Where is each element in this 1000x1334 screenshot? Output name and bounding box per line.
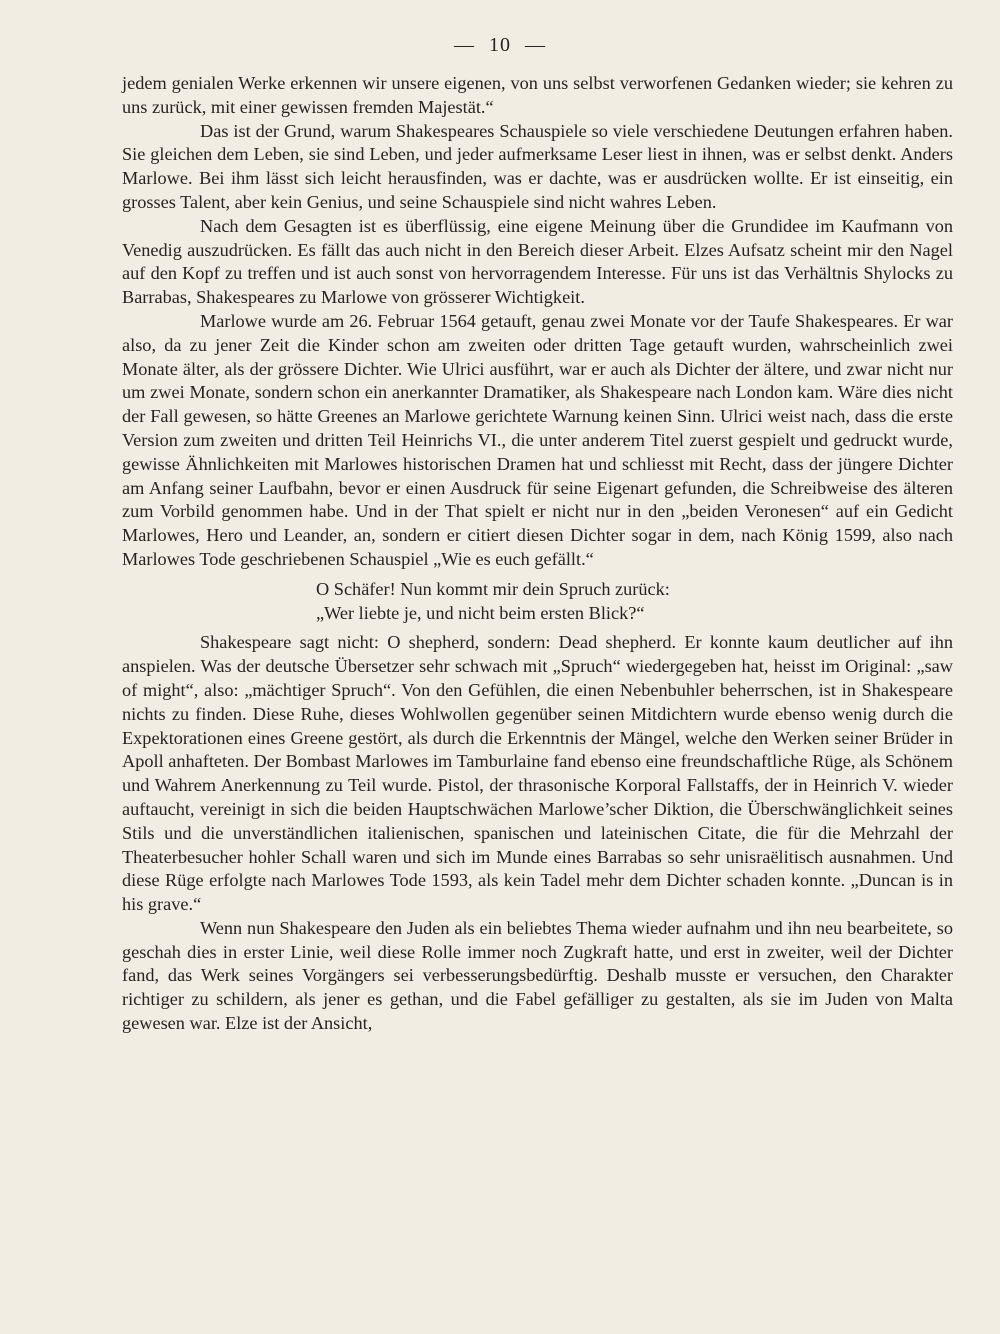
paragraph: Nach dem Gesagten ist es überflüssig, eine eigene Meinung über die Grundidee im Kaufmann von Venedig auszudrücken. Es fällt das auch nicht in den Bereich dieser Arbeit. Elzes Aufsatz scheint mir den Nagel auf den Kopf zu treffen und ist auch sonst von hervorragendem Interesse. Für uns ist das Verhältnis Shylocks zu Barrabas, Shakespeares zu Marlowe von grösserer Wichtigkeit. — [122, 215, 953, 308]
verse-quote — [316, 578, 953, 626]
quote-line: O Schäfer! Nun kommt mir dein Spruch zurück: — [316, 578, 670, 599]
paragraph: Das ist der Grund, warum Shakespeares Schauspiele so viele verschiedene Deutungen erfahren haben. Sie gleichen dem Leben, sie sind Leben, und jeder aufmerksame Leser liest in ihnen, was er selbst denkt. Anders Marlowe. Bei ihm lässt sich leicht herausfinden, was er dachte, was er ausdrücken wollte. Er ist einseitig, ein grosses Talent, aber kein Genius, und seine Schauspiele sind nicht wahres Leben. — [122, 120, 953, 212]
paragraph: Marlowe wurde am 26. Februar 1564 getauft, genau zwei Monate vor der Taufe Shakespeares. Er war also, da zu jener Zeit die Kinder schon am zweiten oder dritten Tage getauft wurden, wahrscheinlich zwei Monate älter, als der grössere Dichter. Wie Ulrici ausführt, war er auch als Dichter der ältere, und zwar nicht nur um zwei Monate, sondern schon ein anerkannter Dramatiker, als Shakespeare nach London kam. Wäre dies nicht der Fall gewesen, so hätte Greenes an Marlowe gerichtete Warnung keinen Sinn. Ulrici weist nach, dass die erste Version zum zweiten und dritten Teil Heinrichs VI., die unter anderem Titel zuerst gespielt und gedruckt wurde, gewisse Ähnlichkeiten mit Marlowes historischen Dramen hat und schliesst mit Recht, dass der jüngere Dichter am Anfang seiner Laufbahn, bevor er einen Ausdruck für seine Eigenart gefunden, die Schreibweise des älteren zum Vorbild genommen habe. Und in der That spielt er nicht nur in den „beiden Veronesen“ auf ein Gedicht Marlowes, Hero und Leander, an, sondern er citiert diesen Dichter sogar in dem, nach König 1599, also nach Marlowes Tode geschriebenen Schauspiel „Wie es euch gefällt.“ — [122, 310, 953, 569]
paragraph: Shakespeare sagt nicht: O shepherd, sondern: Dead shepherd. Er konnte kaum deutlicher auf ihn anspielen. Was der deutsche Übersetzer sehr schwach mit „Spruch“ wiedergegeben hat, heisst im Original: „saw of might“, also: „mächtiger Spruch“. Von den Gefühlen, die einen Nebenbuhler beherrschen, ist in Shakespeare nichts zu finden. Diese Ruhe, dieses Wohlwollen gegenüber seinen Mitdichtern wurde ebenso wenig durch die Expektorationen eines Greene gestört, als durch die Erkenntnis der Mängel, welche den Werken seiner Brüder in Apoll anhafteten. Der Bombast Marlowes im Tamburlaine fand ebenso eine freundschaftliche Rüge, als Schönem und Wahrem Anerkennung zu Teil wurde. Pistol, der thrasonische Korporal Fallstaffs, der in Heinrich V. wieder auftaucht, vereinigt in sich die beiden Hauptschwächen Marlowe’scher Diktion, die Überschwänglichkeit seines Stils und die unverständlichen italienischen, spanischen und lateinischen Citate, die für die Mehrzahl der Theaterbesucher hohler Schall waren und sich im Munde eines Barrabas so sehr unisraëlitisch ausnahmen. Und diese Rüge erfolgte nach Marlowes Tode 1593, als kein Tadel mehr dem Dichter schaden konnte. „Duncan is in his grave.“ — [122, 632, 953, 915]
paragraph: Wenn nun Shakespeare den Juden als ein beliebtes Thema wieder aufnahm und ihn neu bearbeitete, so geschah dies in erster Linie, weil diese Rolle immer noch Zugkraft hatte, und erst in zweiter, weil der Dichter fand, das Werk seines Vorgängers sei verbesserungsbedürftig. Deshalb musste er versuchen, den Charakter richtiger zu schildern, als jener es gethan, und die Fabel gefälliger zu gestalten, als sie im Juden von Malta gewesen war. Elze ist der Ansicht, — [122, 917, 953, 1034]
quote-line: „Wer liebte je, und nicht beim ersten Blick?“ — [316, 602, 645, 623]
body-text — [122, 72, 953, 1036]
paragraph: jedem genialen Werke erkennen wir unsere eigenen, von uns selbst verworfenen Gedanken wieder; sie kehren zu uns zurück, mit einer gewissen fremden Majestät.“ — [122, 73, 953, 117]
page-number: — 10 — — [0, 34, 1000, 57]
